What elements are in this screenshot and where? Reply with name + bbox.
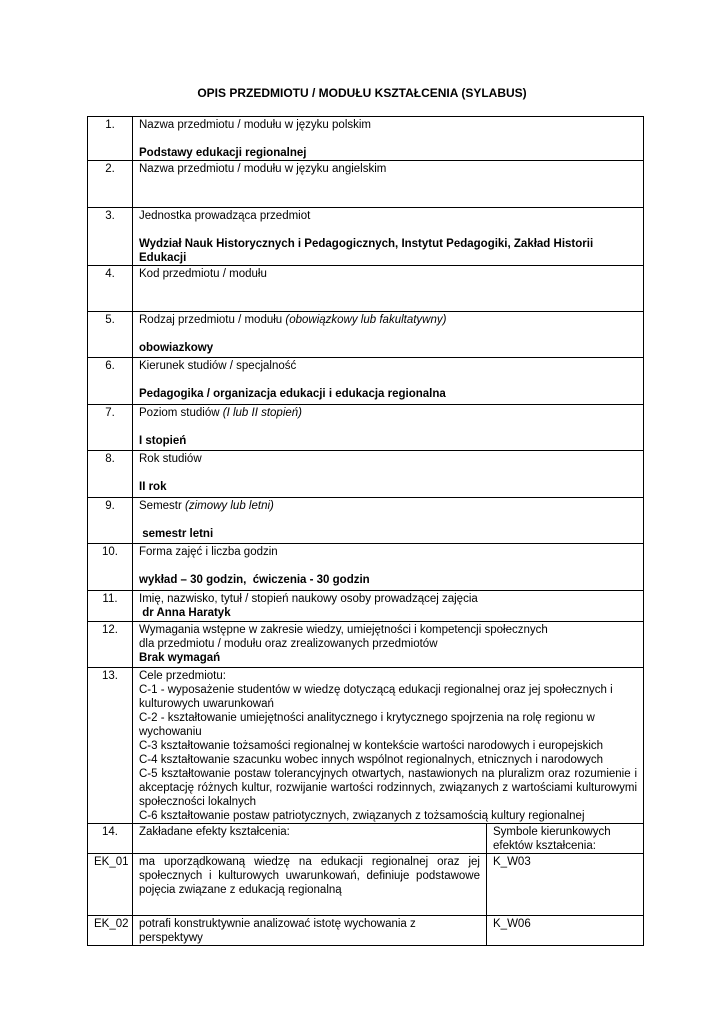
row-content: [133, 266, 644, 312]
effect-symbol: K_W06: [487, 916, 644, 946]
table-row: [88, 161, 644, 208]
row-value: I stopień: [139, 435, 187, 447]
effect-row: [88, 854, 644, 916]
effects-heading: Zakładane efekty kształcenia:: [133, 824, 487, 854]
goal-item: C-2 - kształtowanie umiejętności analitycznego i krytycznego spojrzenia na rolę regionu w wychowaniu: [139, 712, 595, 738]
goal-item: C-6 kształtowanie postaw patriotycznych, związanych z tożsamością kultury regionalnej: [139, 810, 585, 822]
row-content: [133, 312, 644, 358]
row-content: [133, 405, 644, 451]
goals-row: [88, 668, 644, 824]
row-label: Jednostka prowadząca przedmiot: [139, 210, 311, 222]
table-row: [88, 312, 644, 358]
row-label: Nazwa przedmiotu / modułu w języku angielskim: [139, 163, 387, 175]
row-value: wykład – 30 godzin, ćwiczenia - 30 godzin: [139, 574, 370, 586]
effect-text: ma uporządkowaną wiedzę na edukacji regionalnej oraz jej społecznych i kulturowych uwarunkowań, definiuje podstawowe pojęcia związane z edukacją regionalną: [133, 854, 487, 916]
table-row: [88, 544, 644, 591]
effects-symbols-heading: Symbole kierunkowych efektów kształcenia:: [487, 824, 644, 854]
row-content: [133, 117, 644, 161]
row-number: 3.: [88, 208, 133, 266]
row-label-note: (zimowy lub letni): [185, 500, 274, 512]
table-row: [88, 591, 644, 622]
row-content: [133, 498, 644, 544]
row-label: Wymagania wstępne w zakresie wiedzy, umiejętności i kompetencji społecznych: [139, 624, 548, 636]
row-label: Semestr: [139, 500, 186, 512]
row-content: [133, 451, 644, 498]
goal-item: C-4 kształtowanie szacunku wobec innych wspólnot regionalnych, etnicznych i narodowych: [139, 754, 604, 766]
row-number: 10.: [88, 544, 133, 591]
row-number: 7.: [88, 405, 133, 451]
table-row: [88, 405, 644, 451]
effect-code: EK_02: [88, 916, 133, 946]
row-content: [133, 591, 644, 622]
row-value: dr Anna Haratyk: [139, 607, 231, 619]
effect-row: [88, 916, 644, 946]
row-value: semestr letni: [139, 528, 214, 540]
goals-heading: Cele przedmiotu:: [139, 670, 226, 682]
row-label: Rok studiów: [139, 453, 202, 465]
row-number: 14.: [88, 824, 133, 854]
row-content: [133, 358, 644, 405]
row-label-note: (I lub II stopień): [222, 407, 302, 419]
goal-item: C-3 kształtowanie tożsamości regionalnej w kontekście wartości narodowych i europejskich: [139, 740, 604, 752]
syllabus-table: [87, 116, 644, 946]
table-row: [88, 266, 644, 312]
row-number: 2.: [88, 161, 133, 208]
table-row: [88, 451, 644, 498]
row-label-note: (obowiązkowy lub fakultatywny): [285, 314, 447, 326]
row-number: 1.: [88, 117, 133, 161]
effect-code: EK_01: [88, 854, 133, 916]
table-row: [88, 498, 644, 544]
table-row: [88, 117, 644, 161]
row-number: 4.: [88, 266, 133, 312]
row-number: 8.: [88, 451, 133, 498]
table-row: [88, 358, 644, 405]
row-label: Imię, nazwisko, tytuł / stopień naukowy osoby prowadzącej zajęcia: [139, 593, 478, 605]
row-value: Pedagogika / organizacja edukacji i edukacja regionalna: [139, 388, 446, 400]
effect-text: potrafi konstruktywnie analizować istotę wychowania z perspektywy: [133, 916, 487, 946]
row-label: Rodzaj przedmiotu / modułu: [139, 314, 286, 326]
row-number: 6.: [88, 358, 133, 405]
goal-item: C-5 kształtowanie postaw tolerancyjnych otwartych, nastawionych na pluralizm oraz rozumienie i akceptację różnych kultur, rozwijanie wartości rodzinnych, związanych z wartościami kulturowymi społeczności lokalnych: [139, 768, 638, 808]
row-content: [133, 544, 644, 591]
table-row: [88, 208, 644, 266]
row-label: Kierunek studiów / specjalność: [139, 360, 297, 372]
row-content: [133, 208, 644, 266]
goal-item: C-1 - wyposażenie studentów w wiedzę dotyczącą edukacji regionalnej oraz jej społecznych i kulturowych uwarunkowań: [139, 684, 613, 710]
row-number: 5.: [88, 312, 133, 358]
row-value: Wydział Nauk Historycznych i Pedagogicznych, Instytut Pedagogiki, Zakład Historii Edukacji: [139, 238, 594, 264]
row-value: obowiazkowy: [139, 342, 214, 354]
page-title: OPIS PRZEDMIOTU / MODUŁU KSZTAŁCENIA (SYLABUS): [197, 86, 527, 100]
row-label: Poziom studiów: [139, 407, 223, 419]
row-label: Kod przedmiotu / modułu: [139, 268, 267, 280]
row-content: [133, 161, 644, 208]
table-row: [88, 622, 644, 668]
effect-symbol: K_W03: [487, 854, 644, 916]
row-number: 11.: [88, 591, 133, 622]
effects-header-row: [88, 824, 644, 854]
row-label-continued: dla przedmiotu / modułu oraz zrealizowanych przedmiotów: [139, 638, 438, 650]
row-value: Podstawy edukacji regionalnej: [139, 147, 307, 159]
row-number: 9.: [88, 498, 133, 544]
goals-content: [133, 668, 644, 824]
row-number: 13.: [88, 668, 133, 824]
row-number: 12.: [88, 622, 133, 668]
row-label: Forma zajęć i liczba godzin: [139, 546, 278, 558]
row-content: [133, 622, 644, 668]
row-value: Brak wymagań: [139, 652, 221, 664]
row-value: II rok: [139, 481, 167, 493]
row-label: Nazwa przedmiotu / modułu w języku polskim: [139, 119, 372, 131]
